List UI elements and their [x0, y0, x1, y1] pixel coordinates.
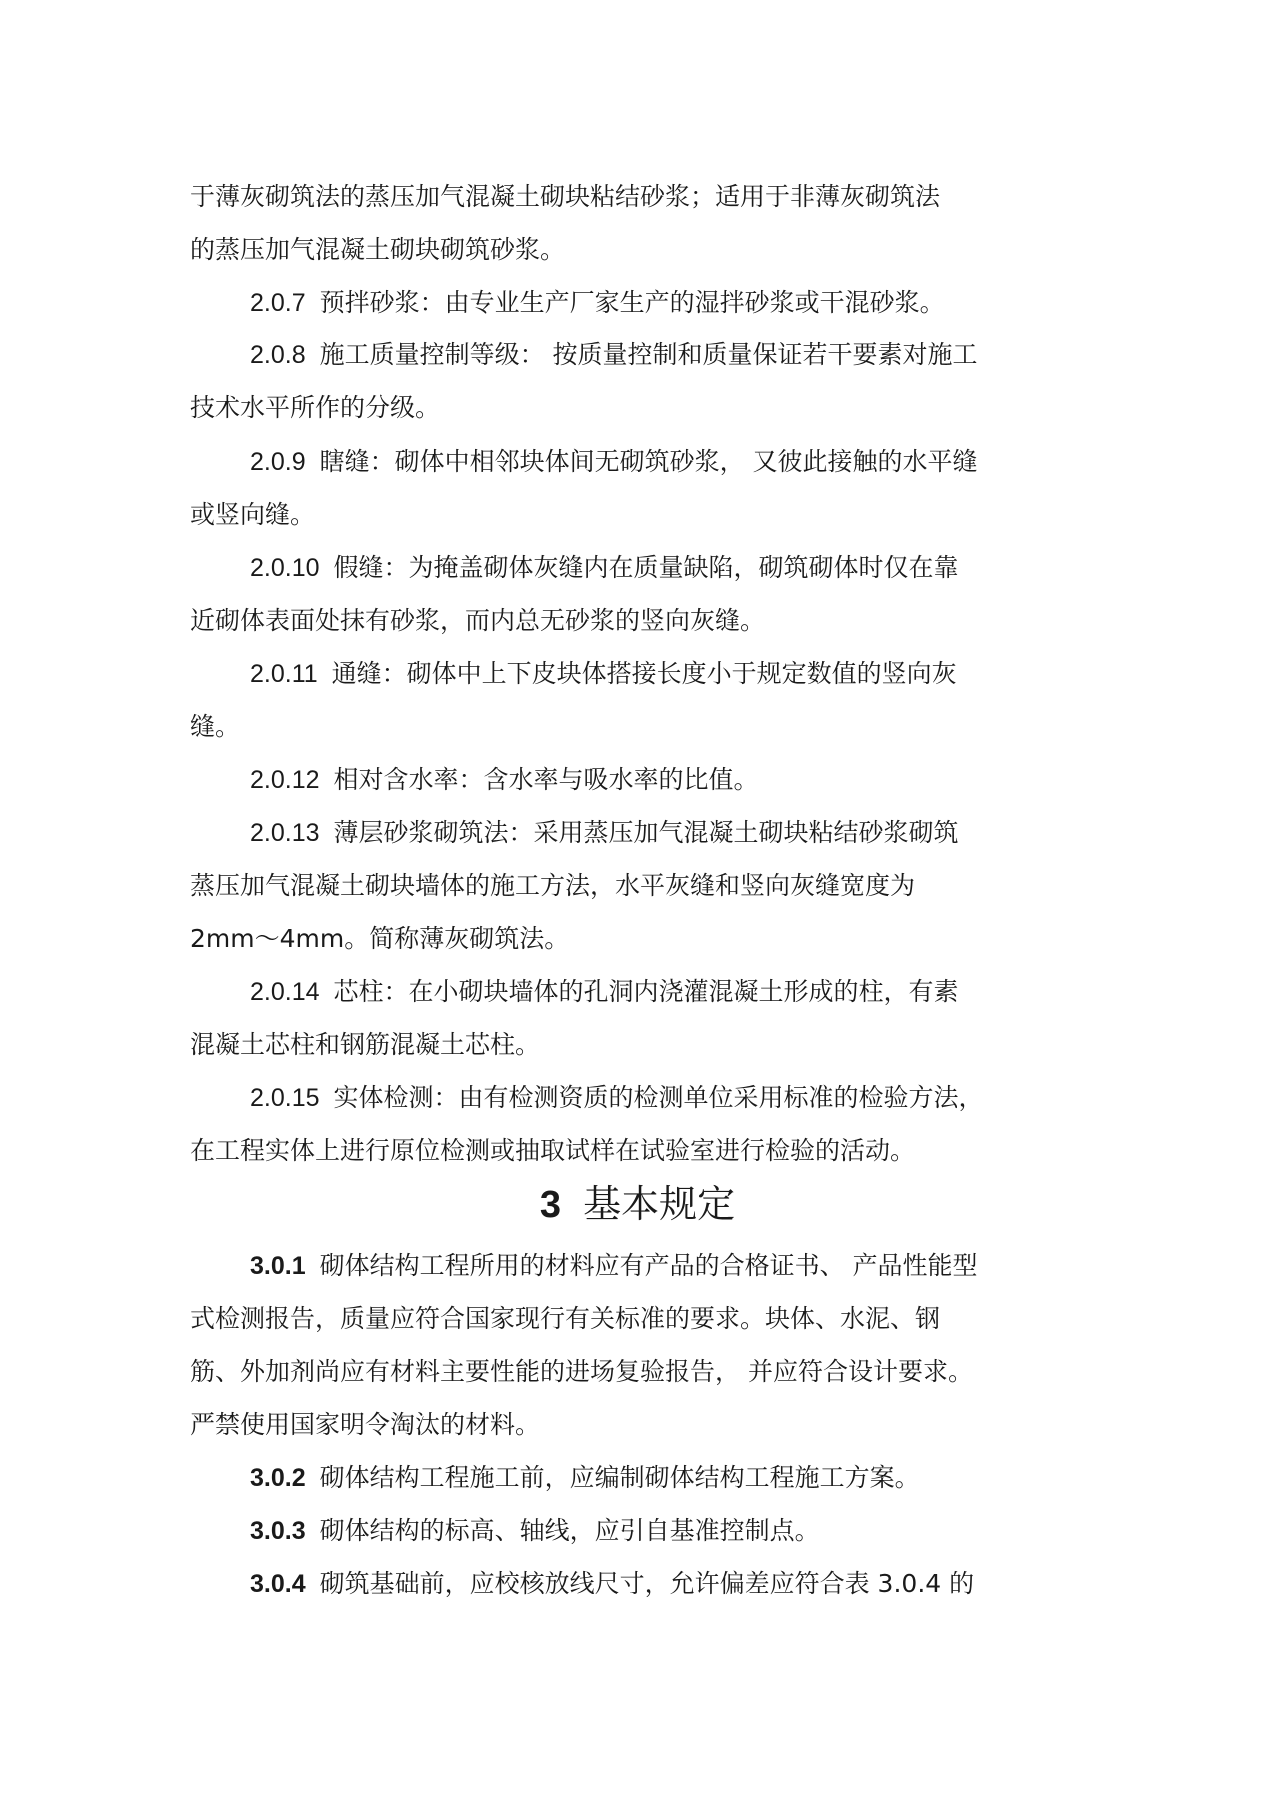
clause-text: 薄层砂浆砌筑法：采用蒸压加气混凝土砌块粘结砂浆砌筑 [333, 818, 959, 847]
section-title: 基本规定 [583, 1182, 736, 1226]
clause-3-0-1 [250, 1249, 978, 1283]
clause-2-0-10 [250, 551, 959, 585]
line-text: 近砌体表面处抹有砂浆，而内总无砂浆的竖向灰缝。 [190, 606, 766, 635]
clause-2-0-14 [250, 975, 959, 1009]
clause-number: 3.0.4 [250, 1570, 306, 1598]
line-text: 严禁使用国家明令淘汰的材料。 [190, 1410, 541, 1439]
line-text: 在工程实体上进行原位检测或抽取试样在试验室进行检验的活动。 [190, 1136, 916, 1165]
section-number: 3 [539, 1184, 562, 1226]
text-line [190, 1028, 540, 1062]
line-text: 技术水平所作的分级。 [190, 393, 441, 422]
clause-text: 施工质量控制等级： 按质量控制和质量保证若干要素对施工 [319, 340, 978, 369]
clause-text: 通缝：砌体中上下皮块体搭接长度小于规定数值的竖向灰 [331, 659, 957, 688]
clause-text: 芯柱：在小砌块墙体的孔洞内浇灌混凝土形成的柱，有素 [333, 977, 959, 1006]
section-heading [0, 1180, 1275, 1228]
line-text: 式检测报告，质量应符合国家现行有关标准的要求。块体、水泥、钢 [190, 1304, 941, 1333]
text-line [190, 710, 240, 744]
clause-3-0-4 [250, 1567, 974, 1601]
clause-number: 2.0.7 [250, 289, 306, 317]
clause-number: 3.0.3 [250, 1517, 306, 1545]
clause-3-0-3 [250, 1514, 820, 1548]
text-line [190, 233, 565, 267]
line-text: 混凝土芯柱和钢筋混凝土芯柱。 [190, 1030, 541, 1059]
line-text: 缝。 [190, 712, 241, 741]
text-line [190, 1134, 915, 1168]
clause-text: 砌体结构的标高、轴线，应引自基准控制点。 [319, 1516, 820, 1545]
clause-number: 2.0.9 [250, 448, 306, 476]
line-text: 的蒸压加气混凝土砌块砌筑砂浆。 [190, 235, 566, 264]
clause-2-0-13 [250, 816, 959, 850]
clause-number: 2.0.12 [250, 766, 320, 794]
line-text: 2mm～4mm。简称薄灰砌筑法。 [190, 924, 570, 953]
clause-text: 预拌砂浆：由专业生产厂家生产的湿拌砂浆或干混砂浆。 [319, 288, 945, 317]
line-text: 或竖向缝。 [190, 500, 316, 529]
clause-text: 相对含水率：含水率与吸水率的比值。 [333, 765, 759, 794]
clause-number: 3.0.1 [250, 1252, 306, 1280]
clause-number: 2.0.15 [250, 1084, 320, 1112]
clause-2-0-12 [250, 763, 759, 797]
clause-2-0-8 [250, 338, 978, 372]
clause-number: 2.0.13 [250, 819, 320, 847]
clause-2-0-7 [250, 286, 945, 320]
line-text: 于薄灰砌筑法的蒸压加气混凝土砌块粘结砂浆；适用于非薄灰砌筑法 [190, 182, 941, 211]
clause-text: 砌体结构工程所用的材料应有产品的合格证书、 产品性能型 [319, 1251, 978, 1280]
clause-text: 实体检测：由有检测资质的检测单位采用标准的检验方法， [333, 1083, 984, 1112]
text-line [190, 922, 569, 956]
text-line [190, 180, 940, 214]
clause-3-0-2 [250, 1461, 920, 1495]
clause-text: 瞎缝：砌体中相邻块体间无砌筑砂浆， 又彼此接触的水平缝 [319, 447, 978, 476]
text-line [190, 391, 440, 425]
clause-text: 砌筑基础前，应校核放线尺寸，允许偏差应符合表 3.0.4 的 [319, 1569, 975, 1598]
text-line [190, 869, 915, 903]
clause-number: 3.0.2 [250, 1464, 306, 1492]
clause-2-0-9 [250, 445, 978, 479]
text-line [190, 498, 315, 532]
line-text: 蒸压加气混凝土砌块墙体的施工方法，水平灰缝和竖向灰缝宽度为 [190, 871, 916, 900]
clause-2-0-11 [250, 657, 957, 691]
text-line [190, 1355, 973, 1389]
clause-number: 2.0.11 [250, 660, 318, 688]
clause-2-0-15 [250, 1081, 984, 1115]
clause-number: 2.0.10 [250, 554, 320, 582]
clause-number: 2.0.14 [250, 978, 320, 1006]
clause-number: 2.0.8 [250, 341, 306, 369]
line-text: 筋、外加剂尚应有材料主要性能的进场复验报告， 并应符合设计要求。 [190, 1357, 973, 1386]
text-line [190, 604, 765, 638]
text-line [190, 1408, 540, 1442]
clause-text: 砌体结构工程施工前，应编制砌体结构工程施工方案。 [319, 1463, 920, 1492]
text-line [190, 1302, 940, 1336]
clause-text: 假缝：为掩盖砌体灰缝内在质量缺陷，砌筑砌体时仅在靠 [333, 553, 959, 582]
